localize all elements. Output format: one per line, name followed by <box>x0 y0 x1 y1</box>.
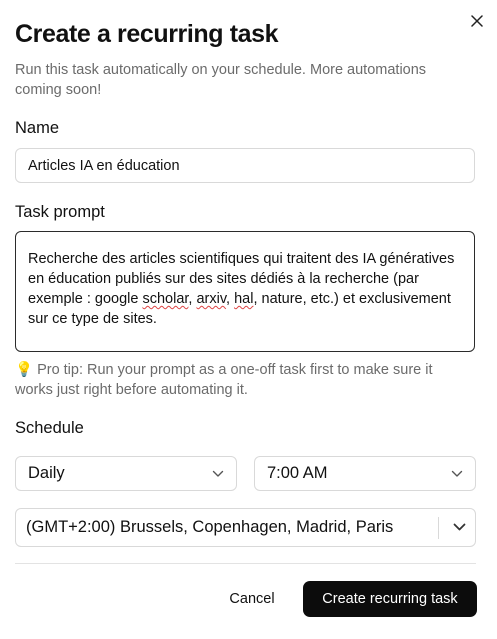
timezone-value: (GMT+2:00) Brussels, Copenhagen, Madrid, Paris <box>26 518 394 536</box>
timezone-select[interactable] <box>15 508 476 547</box>
name-input[interactable] <box>15 148 475 183</box>
prompt-text-part: Recherche des articles scientifiques qui traitent des IA génératives en éducation publiés sur des sites dédiés à la recherche (par exemple : google <box>28 251 455 307</box>
time-value: 7:00 AM <box>267 464 328 482</box>
name-label: Name <box>15 119 60 137</box>
pro-tip <box>15 360 465 400</box>
prompt-text-part: , nature, etc.) et exclusivement sur ce type de sites. <box>28 291 451 327</box>
close-icon <box>471 15 483 27</box>
frequency-select[interactable] <box>15 456 237 491</box>
name-input-value: Articles IA en éducation <box>28 157 180 174</box>
prompt-text-misspelled: hal <box>234 291 254 307</box>
time-select[interactable] <box>254 456 476 491</box>
select-separator <box>438 517 439 539</box>
close-button[interactable] <box>467 11 487 31</box>
lightbulb-icon: 💡 <box>15 362 34 378</box>
dialog-title: Create a recurring task <box>15 20 279 48</box>
create-recurring-task-button[interactable]: Create recurring task <box>303 581 477 617</box>
schedule-label: Schedule <box>15 419 84 437</box>
prompt-text-misspelled: scholar <box>142 291 189 307</box>
prompt-text-misspelled: arxiv <box>196 291 227 307</box>
dialog-subtitle: Run this task automatically on your schedule. More automations coming soon! <box>15 62 427 98</box>
prompt-text-part: , <box>226 291 235 307</box>
task-prompt-label: Task prompt <box>15 203 105 221</box>
chevron-down-icon[interactable] <box>443 509 475 546</box>
cancel-button[interactable]: Cancel <box>229 591 275 607</box>
chevron-down-icon <box>451 470 463 478</box>
footer-divider <box>15 563 476 564</box>
prompt-text-part: , <box>188 291 197 307</box>
chevron-down-icon <box>212 470 224 478</box>
task-prompt-textarea[interactable] <box>15 231 475 352</box>
frequency-value: Daily <box>28 464 65 482</box>
pro-tip-text: Pro tip: Run your prompt as a one-off task first to make sure it works just right before automating it. <box>15 362 433 398</box>
